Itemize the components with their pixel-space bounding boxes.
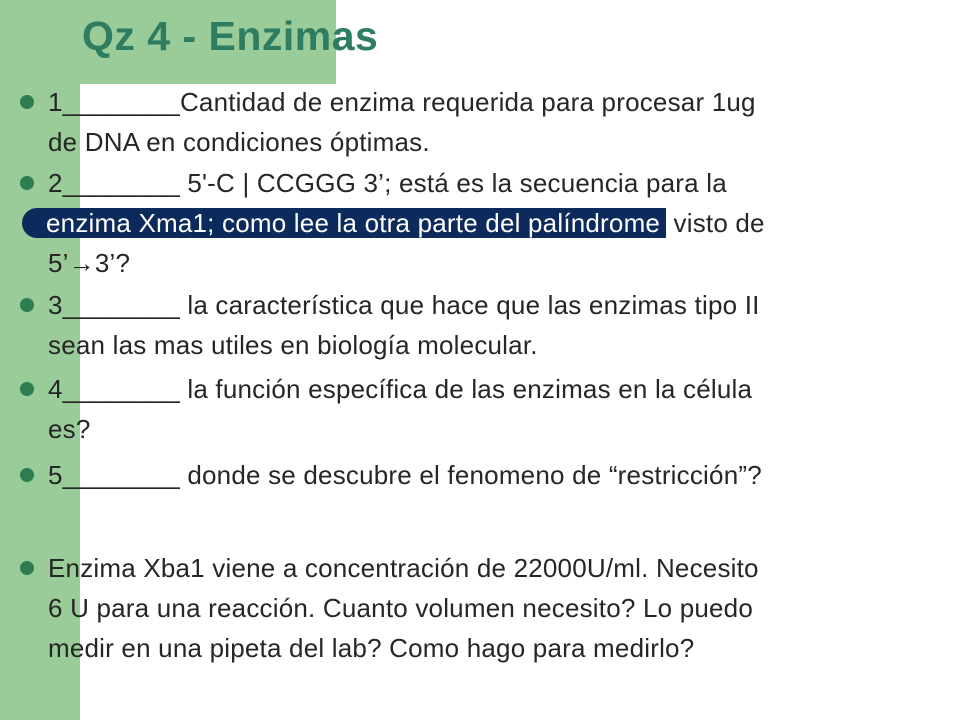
item-2-prime-3: 3’?: [94, 248, 131, 278]
bullet-dot-icon: [20, 176, 34, 190]
item-6-line-1: Enzima Xba1 viene a concentración de 22000U/ml. Necesito: [48, 553, 759, 583]
item-4-line-1: 4________ la función específica de las enzimas en la célula: [48, 374, 753, 404]
list-item-4: [48, 369, 918, 449]
list-item-2: [48, 163, 918, 283]
item-2-line-3: [48, 243, 918, 283]
item-3-line-1: 3________ la característica que hace que las enzimas tipo II: [48, 290, 760, 320]
arrow-right-icon: →: [68, 248, 95, 278]
list-item-6: [48, 548, 918, 668]
bullet-dot-icon: [20, 382, 34, 396]
item-2-prime-5: 5’: [48, 248, 69, 278]
slide-title: Qz 4 - Enzimas: [82, 13, 379, 59]
bullet-dot-icon: [20, 468, 34, 482]
list-item-3: [48, 285, 918, 365]
list-item-5: [48, 455, 918, 495]
bullet-dot-icon: [20, 298, 34, 312]
item-2-line-2: [48, 203, 918, 243]
item-6-line-3: medir en una pipeta del lab? Como hago para medirlo?: [48, 633, 695, 663]
item-1-line-1: 1________Cantidad de enzima requerida para procesar 1ug: [48, 87, 756, 117]
item-2-line-2-rest: visto de: [666, 208, 765, 238]
bullet-dot-icon: [20, 95, 34, 109]
item-3-line-2: sean las mas utiles en biología molecular.: [48, 330, 538, 360]
item-2-line-1: 2________ 5'-C | CCGGG 3’; está es la secuencia para la: [48, 168, 727, 198]
item-4-line-2: es?: [48, 414, 91, 444]
list-item-1: [48, 82, 918, 162]
highlighted-text: enzima Xma1; como lee la otra parte del palíndrome: [22, 208, 666, 238]
bullet-dot-icon: [20, 561, 34, 575]
item-6-line-2: 6 U para una reacción. Cuanto volumen necesito? Lo puedo: [48, 593, 753, 623]
item-1-line-2: de DNA en condiciones óptimas.: [48, 127, 430, 157]
item-5-line-1: 5________ donde se descubre el fenomeno de “restricción”?: [48, 460, 762, 490]
